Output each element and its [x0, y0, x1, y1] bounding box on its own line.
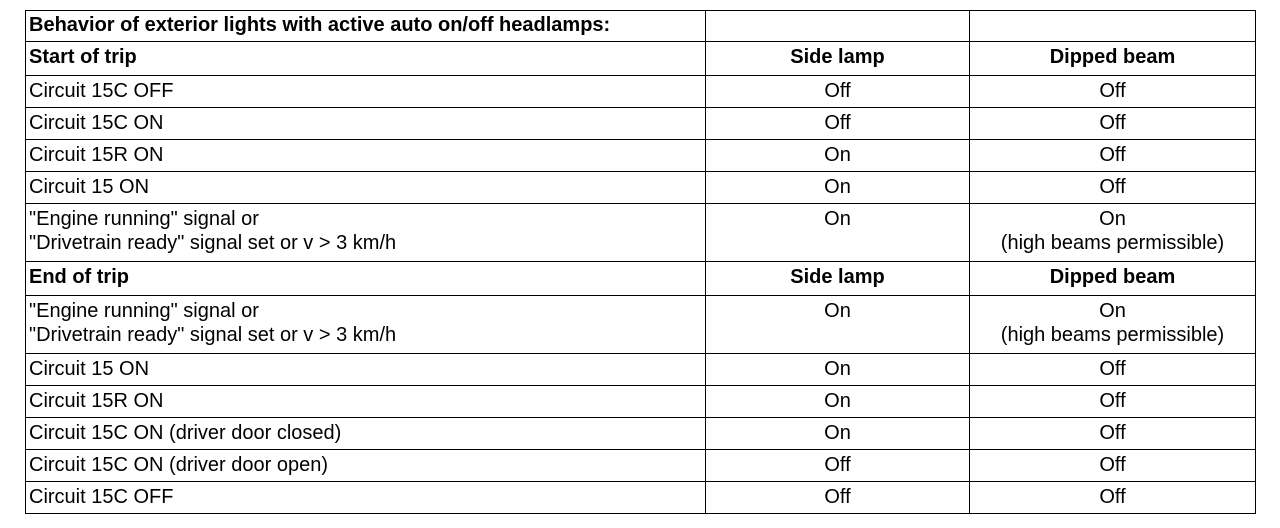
- table-row: [26, 418, 1256, 450]
- condition-text: Circuit 15C ON (driver door open): [29, 454, 328, 476]
- dipped-beam-text: Off: [1099, 390, 1126, 412]
- side-lamp-cell: On: [706, 140, 970, 172]
- dipped-beam-cell: [970, 354, 1256, 386]
- dipped-beam-cell: [970, 140, 1256, 172]
- table-row: [26, 354, 1256, 386]
- dipped-beam-cell: [970, 108, 1256, 140]
- dipped-beam-text: Off: [1099, 112, 1126, 134]
- condition-cell: [26, 386, 706, 418]
- dipped-beam-cell: [970, 172, 1256, 204]
- condition-cell: [26, 204, 706, 262]
- dipped-beam-text: Off: [1099, 176, 1126, 198]
- dipped-beam-text: On: [1099, 208, 1126, 230]
- column-header-dipped-beam: Dipped beam: [970, 42, 1256, 76]
- dipped-beam-cell: [970, 296, 1256, 354]
- condition-text: Circuit 15 ON: [29, 358, 150, 380]
- condition-text: Circuit 15C OFF: [29, 80, 174, 102]
- dipped-beam-cell: [970, 418, 1256, 450]
- table-row: [26, 140, 1256, 172]
- section-header-row: [26, 42, 1256, 76]
- condition-text: Circuit 15C OFF: [29, 486, 174, 508]
- table-row: [26, 204, 1256, 262]
- column-header-side-lamp: Side lamp: [706, 262, 970, 296]
- column-header-side-lamp: Side lamp: [706, 42, 970, 76]
- table-title-row: [26, 11, 1256, 42]
- table-body: [26, 11, 1256, 514]
- section-heading: Start of trip: [26, 42, 706, 76]
- section-header-row: [26, 262, 1256, 296]
- condition-cell: [26, 140, 706, 172]
- dipped-beam-cell: [970, 76, 1256, 108]
- empty-cell: [706, 11, 970, 42]
- condition-text: Circuit 15C ON: [29, 112, 164, 134]
- table-row: [26, 108, 1256, 140]
- side-lamp-cell: Off: [706, 450, 970, 482]
- condition-text: Circuit 15C ON (driver door closed): [29, 422, 342, 444]
- side-lamp-cell: On: [706, 296, 970, 354]
- side-lamp-cell: On: [706, 204, 970, 262]
- condition-cell: [26, 172, 706, 204]
- column-header-dipped-beam: Dipped beam: [970, 262, 1256, 296]
- side-lamp-cell: Off: [706, 76, 970, 108]
- condition-cell: [26, 76, 706, 108]
- side-lamp-cell: On: [706, 354, 970, 386]
- side-lamp-cell: On: [706, 172, 970, 204]
- dipped-beam-cell: [970, 450, 1256, 482]
- document-page: [25, 10, 1256, 514]
- condition-cell: [26, 354, 706, 386]
- condition-cell: [26, 108, 706, 140]
- dipped-beam-text: (high beams permissible): [1000, 232, 1225, 254]
- condition-cell: [26, 296, 706, 354]
- dipped-beam-text: Off: [1099, 422, 1126, 444]
- exterior-lights-table: [25, 10, 1256, 514]
- side-lamp-cell: Off: [706, 108, 970, 140]
- dipped-beam-cell: [970, 386, 1256, 418]
- dipped-beam-text: Off: [1099, 486, 1126, 508]
- dipped-beam-text: Off: [1099, 80, 1126, 102]
- dipped-beam-text: Off: [1099, 454, 1126, 476]
- condition-text: Circuit 15 ON: [29, 176, 150, 198]
- side-lamp-cell: On: [706, 386, 970, 418]
- side-lamp-cell: On: [706, 418, 970, 450]
- condition-text: "Drivetrain ready" signal set or v > 3 km/h: [29, 324, 397, 346]
- condition-cell: [26, 450, 706, 482]
- condition-cell: [26, 418, 706, 450]
- condition-text: "Engine running" signal or: [29, 300, 259, 322]
- table-row: [26, 172, 1256, 204]
- condition-text: "Engine running" signal or: [29, 208, 259, 230]
- condition-text: Circuit 15R ON: [29, 390, 164, 412]
- section-heading: End of trip: [26, 262, 706, 296]
- empty-cell: [970, 11, 1256, 42]
- dipped-beam-cell: [970, 204, 1256, 262]
- dipped-beam-text: Off: [1099, 358, 1126, 380]
- condition-cell: [26, 482, 706, 514]
- dipped-beam-text: (high beams permissible): [1000, 324, 1225, 346]
- condition-text: "Drivetrain ready" signal set or v > 3 km/h: [29, 232, 397, 254]
- dipped-beam-text: On: [1099, 300, 1126, 322]
- table-row: [26, 450, 1256, 482]
- table-row: [26, 76, 1256, 108]
- table-title: Behavior of exterior lights with active auto on/off headlamps:: [26, 11, 706, 42]
- dipped-beam-cell: [970, 482, 1256, 514]
- table-row: [26, 482, 1256, 514]
- table-row: [26, 386, 1256, 418]
- table-row: [26, 296, 1256, 354]
- side-lamp-cell: Off: [706, 482, 970, 514]
- dipped-beam-text: Off: [1099, 144, 1126, 166]
- condition-text: Circuit 15R ON: [29, 144, 164, 166]
